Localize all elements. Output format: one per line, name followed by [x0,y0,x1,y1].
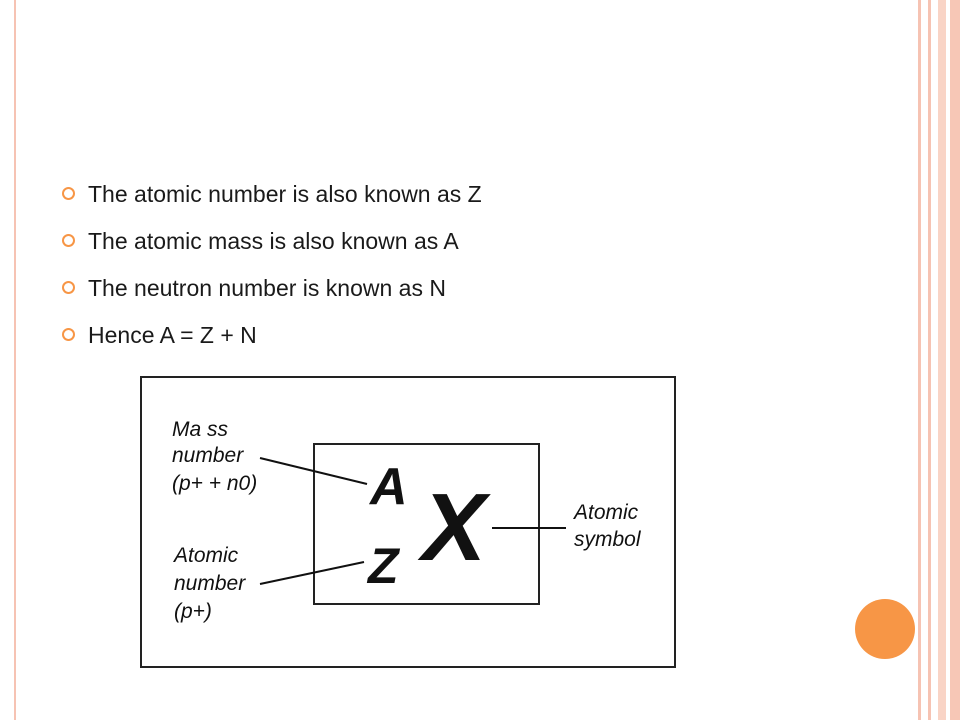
isotope-notation-diagram [140,376,676,668]
atomic-number-leader-line [260,562,364,584]
bullet-ring-icon [62,234,75,247]
mass-number-label-line2: number [172,444,244,467]
bullet-text: The neutron number is known as N [88,275,446,301]
mass-number-label-line1: Ma ss [172,418,229,441]
element-symbol: X [422,474,487,581]
atomic-number-label-line1: Atomic [174,544,239,567]
frame-line-right-4 [950,0,960,720]
bullet-text: The atomic number is also known as Z [88,181,482,207]
bullet-ring-icon [62,328,75,341]
bullet-ring-icon [62,281,75,294]
frame-line-left [14,0,16,720]
bullet-text: The atomic mass is also known as A [88,228,459,254]
bullet-list [60,174,482,362]
atomic-symbol-label-line1: Atomic [574,501,639,524]
bullet-text: Hence A = Z + N [88,322,257,348]
mass-number-label-line3: (p+ + n0) [172,472,258,495]
atomic-number-symbol: Z [368,538,399,594]
atomic-number-label-line3: (p+) [174,600,212,623]
mass-number-symbol: A [370,458,408,516]
bullet-ring-icon [62,187,75,200]
bullet-item [60,174,482,221]
decorative-circle [855,599,915,659]
frame-line-right-3 [938,0,946,720]
atomic-number-label-line2: number [174,572,246,595]
frame-line-right-1 [918,0,921,720]
bullet-item [60,268,482,315]
bullet-item [60,315,482,362]
bullet-item [60,221,482,268]
atomic-symbol-label-line2: symbol [574,528,641,551]
frame-line-right-2 [928,0,931,720]
diagram-svg [142,378,674,666]
